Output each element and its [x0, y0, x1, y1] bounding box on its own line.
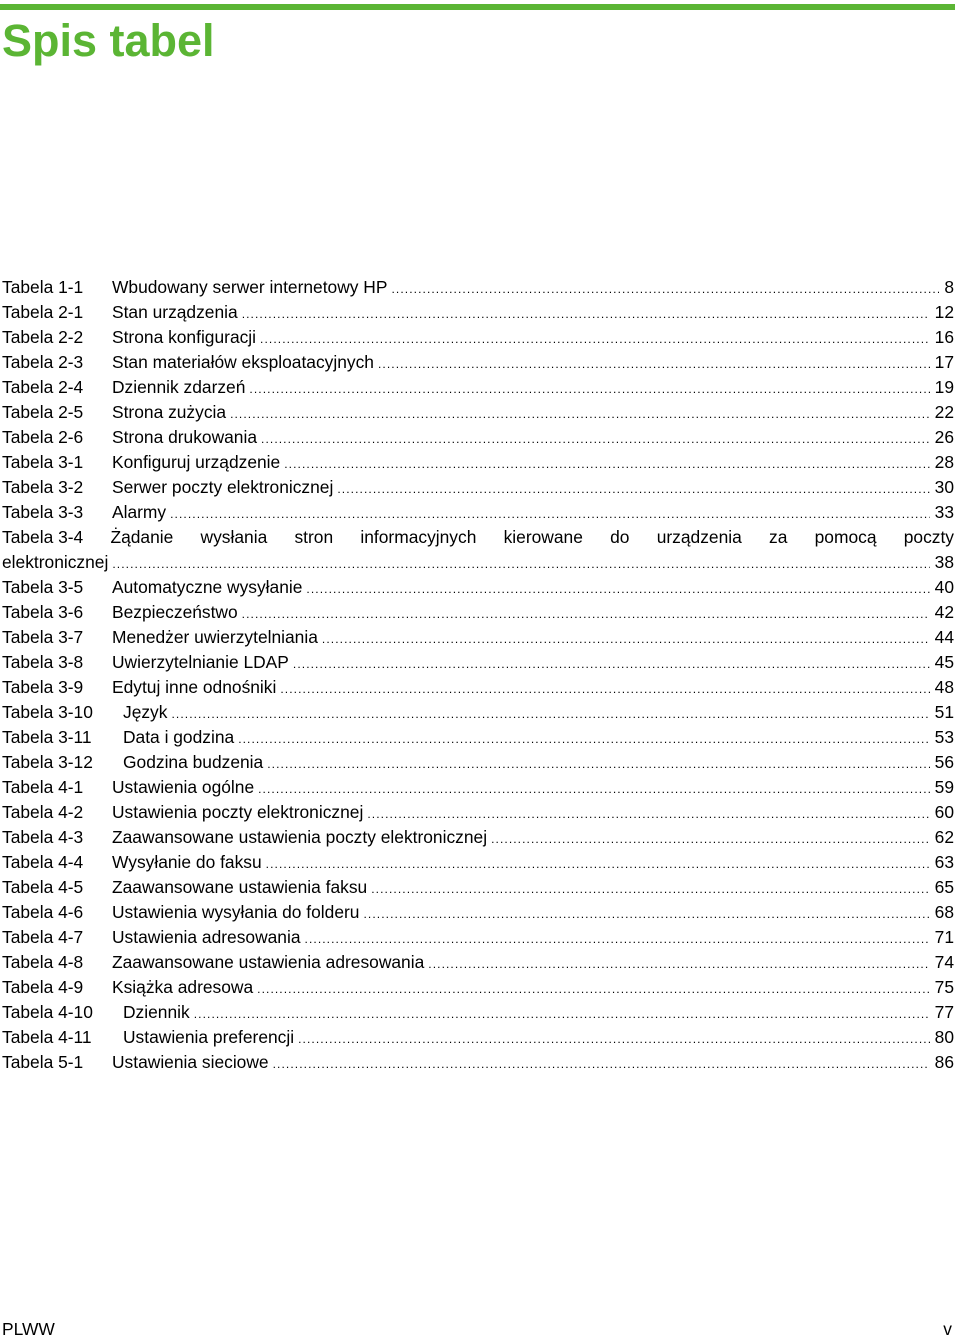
toc-entry-number: Tabela 4-6 — [2, 902, 84, 922]
toc-entry-number: Tabela 2-4 — [2, 377, 84, 397]
toc-entry[interactable] — [2, 400, 954, 425]
toc-entry-page: 51 — [934, 702, 954, 722]
toc-entry-title: Książka adresowa — [112, 977, 254, 997]
toc-entry-title: Ustawienia adresowania — [112, 927, 301, 947]
toc-entry-number: Tabela 3-12 — [2, 752, 93, 772]
toc-entry-page: 40 — [934, 577, 954, 597]
toc-entry-title-word: wysłania — [200, 527, 268, 547]
toc-entry[interactable] — [2, 1050, 954, 1075]
toc-entry-page: 44 — [934, 627, 954, 647]
toc-leader-dots — [306, 577, 929, 602]
toc-entry-page: 65 — [934, 877, 954, 897]
toc-entry-page: 22 — [934, 402, 954, 422]
toc-entry-title: Stan urządzenia — [112, 302, 238, 322]
toc-entry-page: 62 — [934, 827, 954, 847]
toc-entry-title: Zaawansowane ustawienia faksu — [112, 877, 368, 897]
toc-entry-number: Tabela 4-4 — [2, 852, 84, 872]
toc-entry-title: Dziennik — [123, 1002, 190, 1022]
toc-entry-page: 60 — [934, 802, 954, 822]
toc-leader-dots — [273, 1052, 930, 1077]
toc-entry-wrapped-line1 — [2, 525, 954, 550]
toc-entry[interactable] — [2, 725, 954, 750]
toc-entry-title: Edytuj inne odnośniki — [112, 677, 277, 697]
toc-leader-dots — [258, 777, 930, 802]
toc-entry-page: 75 — [934, 977, 954, 997]
toc-entry-page: 16 — [934, 327, 954, 347]
toc-entry-title-word: kierowane — [503, 527, 583, 547]
toc-entry-title: Stan materiałów eksploatacyjnych — [112, 352, 374, 372]
page-title: Spis tabel — [2, 15, 215, 66]
toc-entry-title-word: Żądanie — [110, 527, 174, 547]
toc-leader-dots — [298, 1027, 930, 1052]
footer-page-number: v — [943, 1319, 952, 1339]
toc-entry-number: Tabela 4-9 — [2, 977, 84, 997]
toc-entry-title: Konfiguruj urządzenie — [112, 452, 281, 472]
toc-entry[interactable] — [2, 1000, 954, 1025]
toc-entry[interactable] — [2, 375, 954, 400]
toc-entry[interactable] — [2, 625, 954, 650]
toc-entry-number: Tabela 2-3 — [2, 352, 84, 372]
toc-entry-page: 74 — [934, 952, 954, 972]
toc-entry-number: Tabela 3-4 — [2, 527, 84, 547]
toc-entry[interactable] — [2, 825, 954, 850]
toc-entry[interactable] — [2, 750, 954, 775]
toc-entry-title: Ustawienia wysyłania do folderu — [112, 902, 360, 922]
toc-entry-title: Ustawienia sieciowe — [112, 1052, 269, 1072]
toc-entry[interactable] — [2, 850, 954, 875]
toc-entry[interactable] — [2, 800, 954, 825]
toc-entry-number: Tabela 4-2 — [2, 802, 84, 822]
toc-entry-wrapped[interactable] — [2, 525, 954, 575]
toc-entry-page: 59 — [934, 777, 954, 797]
toc-entry-number: Tabela 3-1 — [2, 452, 84, 472]
toc-entry-page: 68 — [934, 902, 954, 922]
toc-entry-number: Tabela 3-3 — [2, 502, 84, 522]
toc-entry[interactable] — [2, 975, 954, 1000]
toc-leader-dots — [284, 452, 929, 477]
toc-entry[interactable] — [2, 575, 954, 600]
toc-entry[interactable] — [2, 500, 954, 525]
toc-entry-number: Tabela 3-8 — [2, 652, 84, 672]
toc-entry-title: Ustawienia preferencji — [123, 1027, 295, 1047]
toc-leader-dots — [280, 677, 929, 702]
toc-leader-dots — [171, 702, 929, 727]
toc-entry-title-word: stron — [294, 527, 334, 547]
toc-entry-title: Serwer poczty elektronicznej — [112, 477, 334, 497]
toc-entry-title: Bezpieczeństwo — [112, 602, 238, 622]
toc-entry-title: Uwierzytelnianie LDAP — [112, 652, 289, 672]
toc-entry-number: Tabela 4-5 — [2, 877, 84, 897]
toc-entry-page: 77 — [934, 1002, 954, 1022]
toc-entry[interactable] — [2, 275, 954, 300]
toc-entry-number: Tabela 3-5 — [2, 577, 84, 597]
toc-entry-number: Tabela 3-6 — [2, 602, 84, 622]
toc-leader-dots — [194, 1002, 930, 1027]
toc-entry-number: Tabela 4-8 — [2, 952, 84, 972]
toc-entry[interactable] — [2, 950, 954, 975]
toc-entry-page: 53 — [934, 727, 954, 747]
toc-entry-page: 45 — [934, 652, 954, 672]
toc-entry-title: Zaawansowane ustawienia poczty elektronicznej — [112, 827, 488, 847]
toc-leader-dots — [363, 902, 929, 927]
toc-entry-number: Tabela 3-7 — [2, 627, 84, 647]
toc-entry-number: Tabela 4-1 — [2, 777, 84, 797]
toc-entry-page: 33 — [934, 502, 954, 522]
toc-entry-number: Tabela 5-1 — [2, 1052, 84, 1072]
toc-entry[interactable] — [2, 925, 954, 950]
toc-entry-title-word: poczty — [903, 527, 954, 547]
toc-entry-page: 71 — [934, 927, 954, 947]
toc-leader-dots — [322, 627, 930, 652]
toc-entry-page: 38 — [934, 552, 954, 572]
toc-leader-dots — [170, 502, 930, 527]
toc-entry-title: Menedżer uwierzytelniania — [112, 627, 318, 647]
toc-leader-dots — [249, 377, 929, 402]
toc-entry-title-word: za — [769, 527, 788, 547]
toc-entry-title: Alarmy — [112, 502, 167, 522]
toc-entry-page: 17 — [934, 352, 954, 372]
toc-leader-dots — [267, 752, 929, 777]
toc-entry-page: 86 — [934, 1052, 954, 1072]
toc-leader-dots — [257, 977, 930, 1002]
toc-entry-page: 63 — [934, 852, 954, 872]
toc-leader-dots — [238, 727, 929, 752]
toc-leader-dots — [391, 277, 939, 302]
toc-entry-title-word: do — [610, 527, 630, 547]
footer-left-label: PLWW — [2, 1319, 55, 1339]
toc-entry[interactable] — [2, 900, 954, 925]
toc-list-before — [2, 275, 954, 525]
toc-leader-dots — [491, 827, 930, 852]
toc-entry-title: Wbudowany serwer internetowy HP — [112, 277, 388, 297]
toc-leader-dots — [293, 652, 930, 677]
toc-entry-page: 8 — [944, 277, 954, 297]
toc-list-after — [2, 575, 954, 1075]
toc-leader-dots — [378, 352, 930, 377]
toc-leader-dots — [242, 302, 930, 327]
toc-entry-number: Tabela 3-11 — [2, 727, 92, 747]
toc-entry-title: Data i godzina — [123, 727, 235, 747]
toc-entry-title: Strona drukowania — [112, 427, 258, 447]
toc-entry[interactable] — [2, 700, 954, 725]
toc-entry-title: Język — [123, 702, 168, 722]
toc-entry-number: Tabela 4-7 — [2, 927, 84, 947]
toc-entry-wrapped-line2 — [2, 550, 954, 575]
toc-entry[interactable] — [2, 450, 954, 475]
toc-entry-page: 30 — [934, 477, 954, 497]
toc-leader-dots — [242, 602, 930, 627]
toc-entry-page: 28 — [934, 452, 954, 472]
toc-entry[interactable] — [2, 675, 954, 700]
toc-leader-dots — [266, 852, 930, 877]
toc-entry[interactable] — [2, 875, 954, 900]
toc-leader-dots — [428, 952, 929, 977]
toc-entry[interactable] — [2, 775, 954, 800]
toc-entry-page: 48 — [934, 677, 954, 697]
toc-leader-dots — [260, 327, 930, 352]
toc-entry-number: Tabela 2-1 — [2, 302, 84, 322]
toc-entry[interactable] — [2, 300, 954, 325]
toc-entry-title-word: pomocą — [814, 527, 877, 547]
toc-leader-dots — [230, 402, 930, 427]
toc-entry-title-continuation: elektronicznej — [2, 552, 109, 572]
toc-entry[interactable] — [2, 650, 954, 675]
toc-entry-title: Ustawienia poczty elektronicznej — [112, 802, 364, 822]
toc-entry-page: 12 — [934, 302, 954, 322]
toc-entry-number: Tabela 4-10 — [2, 1002, 93, 1022]
toc-leader-dots — [371, 877, 929, 902]
toc-leader-dots — [337, 477, 929, 502]
toc-entry[interactable] — [2, 325, 954, 350]
toc-leader-dots — [112, 552, 929, 577]
toc-entry-title-word: informacyjnych — [360, 527, 477, 547]
toc-entry-number: Tabela 3-2 — [2, 477, 84, 497]
toc-entry-page: 42 — [934, 602, 954, 622]
toc-entry-number: Tabela 2-6 — [2, 427, 84, 447]
toc-entry[interactable] — [2, 425, 954, 450]
toc-entry-number: Tabela 3-9 — [2, 677, 84, 697]
toc-entry-page: 80 — [934, 1027, 954, 1047]
toc-entry-title: Dziennik zdarzeń — [112, 377, 246, 397]
toc-entry[interactable] — [2, 350, 954, 375]
toc-entry-number: Tabela 2-5 — [2, 402, 84, 422]
toc-entry-title: Zaawansowane ustawienia adresowania — [112, 952, 425, 972]
toc-entry-number: Tabela 2-2 — [2, 327, 84, 347]
header-rule — [0, 4, 955, 10]
toc-entry-title-word: urządzenia — [656, 527, 742, 547]
toc-entry-number: Tabela 1-1 — [2, 277, 84, 297]
toc-leader-dots — [367, 802, 929, 827]
toc-entry-title: Automatyczne wysyłanie — [112, 577, 303, 597]
toc-leader-dots — [305, 927, 930, 952]
toc-entry-title: Ustawienia ogólne — [112, 777, 255, 797]
toc-entry-page: 56 — [934, 752, 954, 772]
toc-entry[interactable] — [2, 475, 954, 500]
toc-entry-number: Tabela 3-10 — [2, 702, 93, 722]
toc-entry-number: Tabela 4-11 — [2, 1027, 92, 1047]
toc-entry-title: Strona konfiguracji — [112, 327, 257, 347]
toc-entry[interactable] — [2, 1025, 954, 1050]
toc-entry-page: 19 — [934, 377, 954, 397]
toc-leader-dots — [261, 427, 930, 452]
toc-entry-title: Godzina budzenia — [123, 752, 264, 772]
toc-entry-number: Tabela 4-3 — [2, 827, 84, 847]
toc-entry[interactable] — [2, 600, 954, 625]
toc-entry-page: 26 — [934, 427, 954, 447]
table-of-tables — [2, 275, 954, 1075]
toc-entry-title: Wysyłanie do faksu — [112, 852, 262, 872]
toc-entry-title: Strona zużycia — [112, 402, 227, 422]
